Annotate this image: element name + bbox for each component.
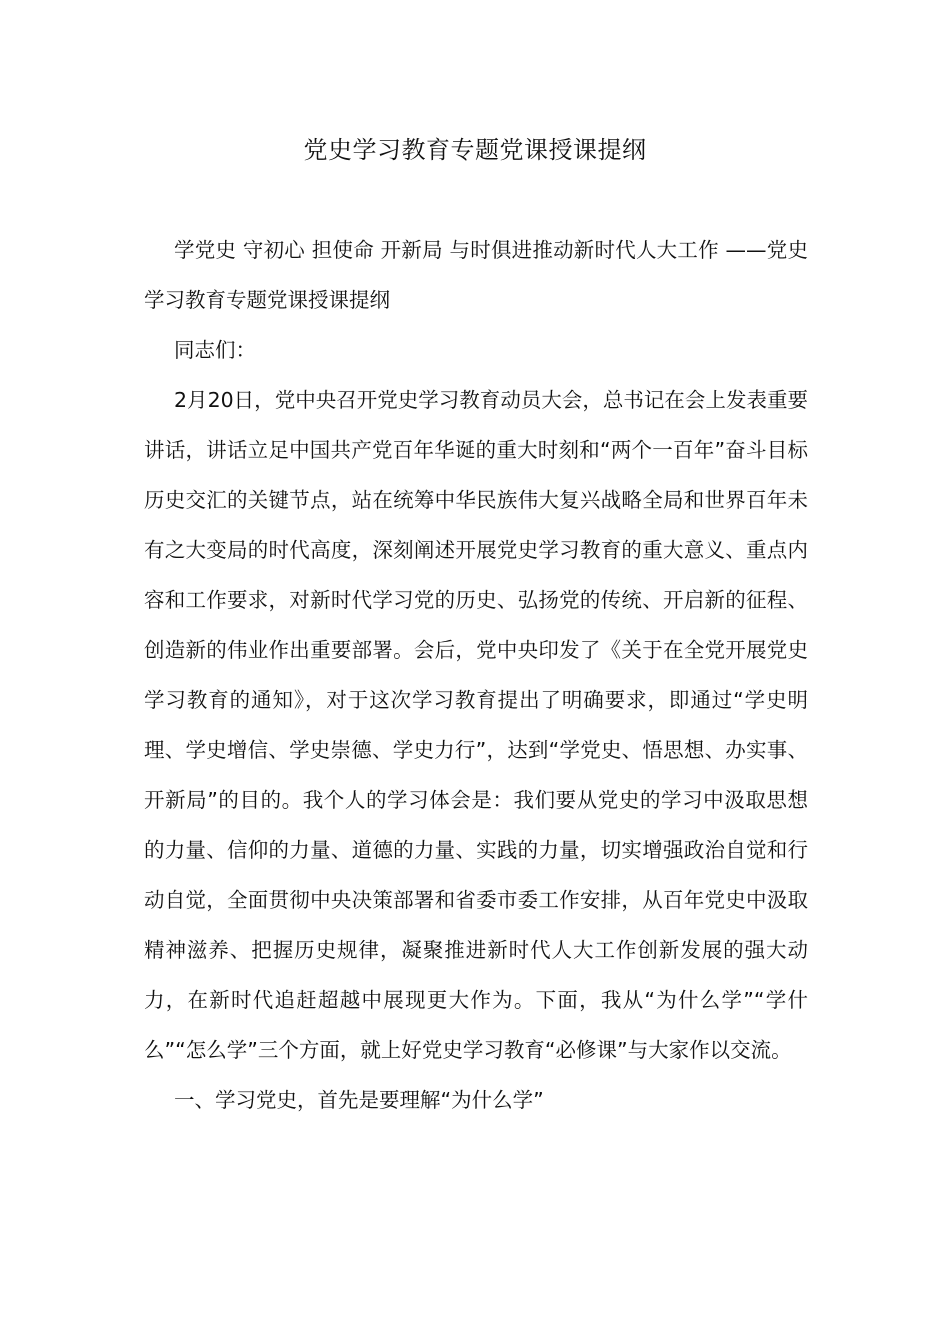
greeting-paragraph: 同志们： bbox=[174, 338, 256, 362]
body-paragraph: 2月20日，党中央召开党史学习教育动员大会，总书记在会上发表重要讲话，讲话立足中国共产党百年华诞的重大时刻和“两个一百年”奋斗目标历史交汇的关键节点，站在统筹中华民族伟大复兴战略全局和世界百年未有之大变局的时代高度，深刻阐述开展党史学习教育的重大意义、重点内容和工作要求，对新时代学习党的历史、弘扬党的传统、开启新的征程、创造新的伟业作出重要部署。会后，党中央印发了《关于在全党开展党史学习教育的通知》，对于这次学习教育提出了明确要求，即通过“学史明理、学史增信、学史崇德、学史力行”，达到“学党史、悟思想、办实事、开新局”的目的。我个人的学习体会是：我们要从党史的学习中汲取思想的力量、信仰的力量、道德的力量、实践的力量，切实增强政治自觉和行动自觉，全面贯彻中央决策部署和省委市委工作安排，从百年党史中汲取精神滋养、把握历史规律，凝聚推进新时代人大工作创新发展的强大动力，在新时代追赶超越中展现更大作为。下面，我从“为什么学”“学什么”“怎么学”三个方面，就上好党史学习教育“必修课”与大家作以交流。 bbox=[144, 388, 808, 1062]
section-heading: 一、学习党史，首先是要理解“为什么学” bbox=[174, 1088, 544, 1112]
document-body bbox=[144, 225, 808, 1125]
document-title: 党史学习教育专题党课授课提纲 bbox=[303, 136, 647, 164]
subtitle-paragraph: 学党史 守初心 担使命 开新局 与时俱进推动新时代人大工作 ——党史学习教育专题党课授课提纲 bbox=[144, 238, 808, 312]
